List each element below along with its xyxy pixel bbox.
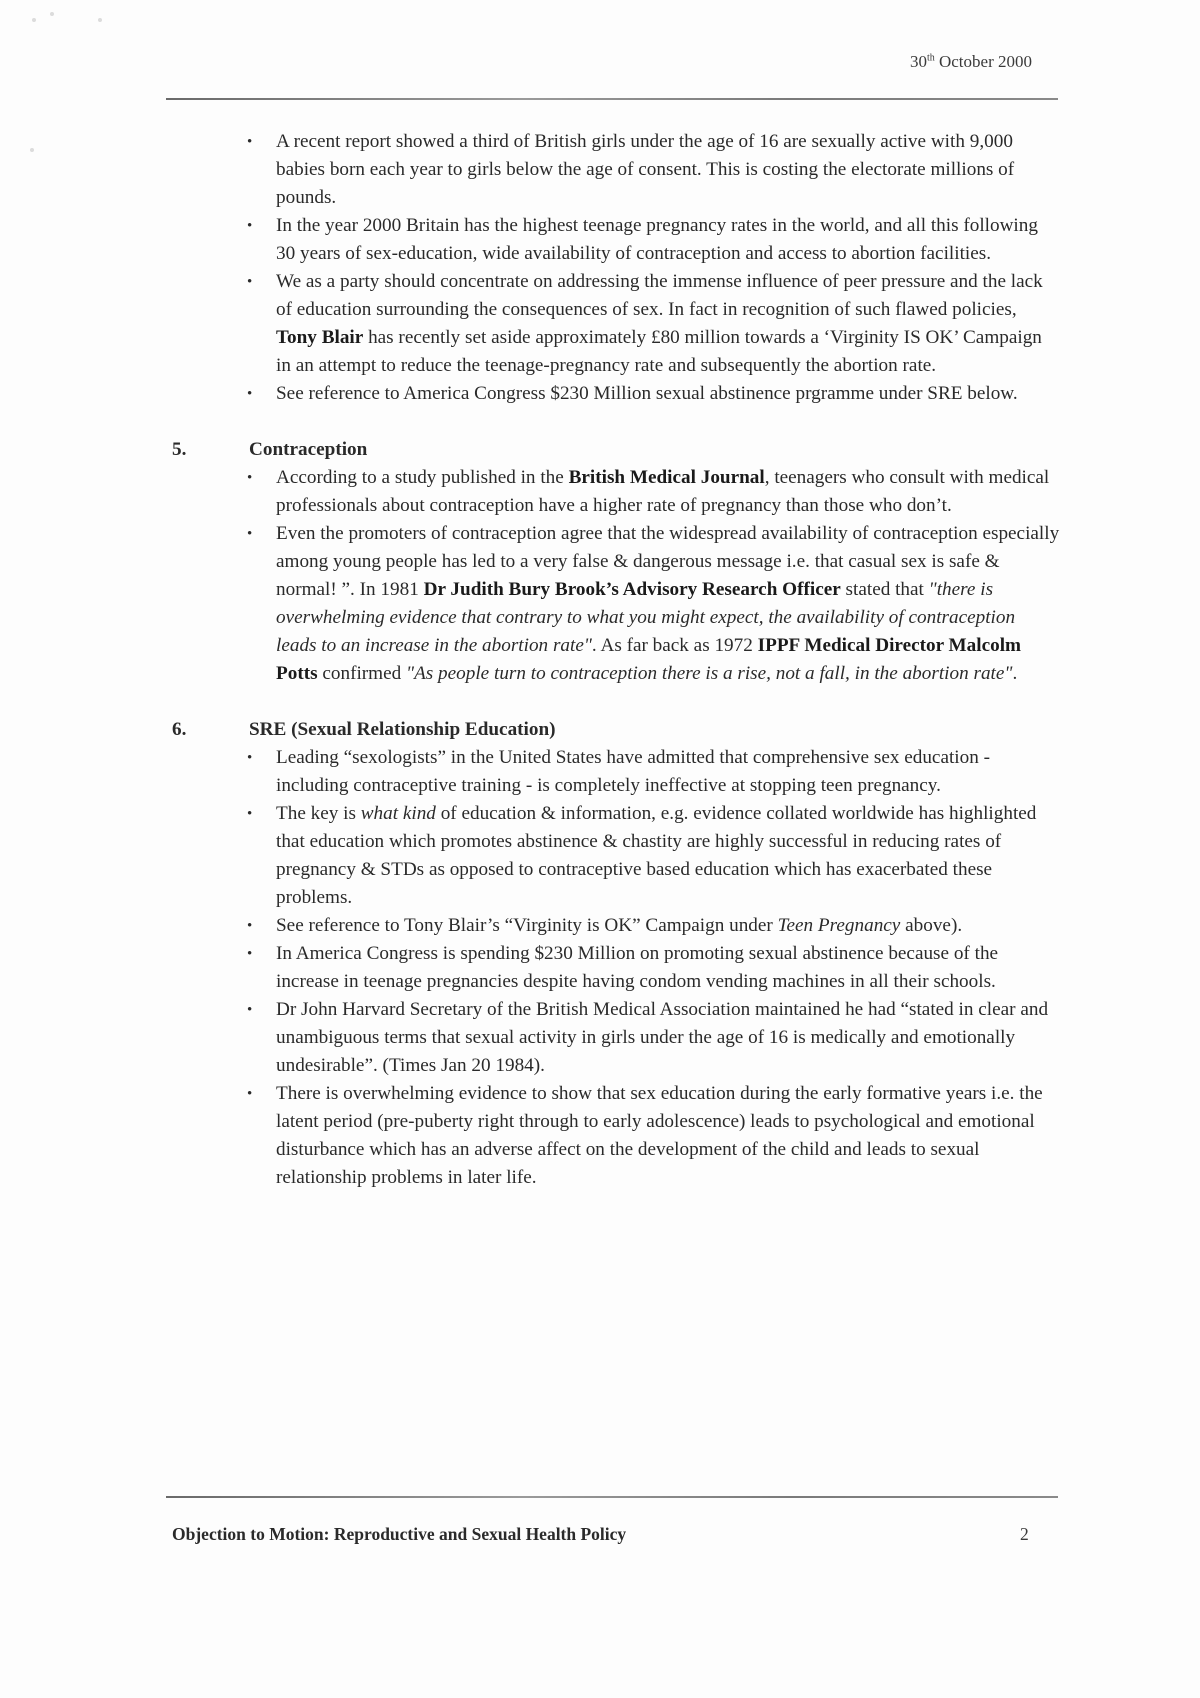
body-text: . As far back as 1972: [591, 635, 758, 656]
italic-quote: Teen Pregnancy: [777, 915, 901, 936]
bullet-icon: •: [247, 946, 253, 962]
bullet-item: [247, 128, 1060, 212]
bullet-item: [247, 940, 1060, 996]
bullet-item: [247, 744, 1060, 800]
intro-bullet-list: [170, 128, 1060, 408]
section-6: [170, 716, 1060, 1192]
body-text: In the year 2000 Britain has the highest teenage pregnancy rates in the world, and all this following 30 years of sex-education, wide availability of contraception and access to abortion facilities.: [276, 215, 1038, 264]
body-text: above).: [900, 915, 963, 936]
body-text: There is overwhelming evidence to show that sex education during the early formative years i.e. the latent period (pre-puberty right through to early adolescence) leads to psychological and emotional disturbance which has an adverse affect on the development of the child and leads to sexual relationship problems in later life.: [276, 1083, 1043, 1188]
body-text: In America Congress is spending $230 Million on promoting sexual abstinence because of the increase in teenage pregnancies despite having condom vending machines in all their schools.: [276, 943, 999, 992]
body-text: The key is: [276, 803, 361, 824]
body-text: See reference to Tony Blair’s “Virginity is OK” Campaign under: [276, 915, 778, 936]
italic-quote: "there is overwhelming evidence that contrary to what you might expect, the availability of contraception leads to an increase in the abortion rate": [276, 579, 1016, 656]
body-text: Even the promoters of contraception agree that the widespread availability of contraception especially among young people has led to a very false & dangerous message i.e. that casual sex is safe & normal! ”. In 1981: [276, 523, 1060, 600]
bullet-item: [247, 268, 1060, 380]
bold-text: IPPF Medical Director Malcolm Potts: [276, 635, 1022, 684]
section-bullet-list: [170, 744, 1060, 1192]
bullet-icon: •: [247, 386, 253, 402]
body-text: Leading “sexologists” in the United States have admitted that comprehensive sex education - including contraceptive training - is completely ineffective at stopping teen pregnancy.: [276, 747, 990, 796]
bullet-icon: •: [247, 918, 253, 934]
scan-specks: [24, 8, 114, 38]
body-text: See reference to America Congress $230 Million sexual abstinence prgramme under SRE below.: [276, 383, 1018, 404]
header-date: 30th October 2000: [909, 52, 1032, 71]
body-text: We as a party should concentrate on addressing the immense influence of peer pressure and the lack of education surrounding the consequences of sex. In fact in recognition of such flawed policies,: [276, 271, 1043, 320]
section-bullet-list: [170, 464, 1060, 688]
section-title: Contraception: [249, 439, 368, 460]
body-text: has recently set aside approximately £80 million towards a ‘Virginity IS OK’ Campaign in an attempt to reduce the teenage-pregnancy rate and subsequently the abortion rate.: [276, 327, 1042, 376]
bullet-item: [247, 800, 1060, 912]
bullet-icon: •: [247, 806, 253, 822]
body-text: A recent report showed a third of British girls under the age of 16 are sexually active with 9,000 babies born each year to girls below the age of consent. This is costing the electorate millions of pounds.: [276, 131, 1015, 208]
section-number: 6.: [172, 719, 187, 740]
body-text: confirmed: [317, 663, 407, 684]
bullet-icon: •: [247, 1086, 253, 1102]
header-rule: [166, 98, 1058, 100]
body-text: , teenagers who consult with medical professionals about contraception have a higher rate of pregnancy than those who don’t.: [276, 467, 1050, 516]
footer-rule: [166, 1496, 1058, 1498]
bullet-icon: •: [247, 750, 253, 766]
section-heading: [170, 716, 1060, 744]
section-title: SRE (Sexual Relationship Education): [249, 719, 556, 740]
section-number: 5.: [172, 439, 187, 460]
bold-text: British Medical Journal: [568, 467, 765, 488]
body-text: According to a study published in the: [276, 467, 569, 488]
body-text: of education & information, e.g. evidence collated worldwide has highlighted that education which promotes abstinence & chastity are highly successful in reducing rates of pregnancy & STDs as opposed to contraceptive based education which has exacerbated these problems.: [276, 803, 1037, 908]
section-heading: [170, 436, 1060, 464]
bullet-item: [247, 520, 1060, 688]
sections-container: [170, 436, 1060, 1192]
bullet-item: [247, 380, 1060, 408]
document-body: [170, 128, 1060, 1192]
bullet-icon: •: [247, 274, 253, 290]
page-number: 2: [1020, 1524, 1029, 1544]
bold-text: Tony Blair: [276, 327, 364, 348]
bullet-icon: •: [247, 470, 253, 486]
italic-quote: what kind: [360, 803, 436, 824]
bullet-item: [247, 212, 1060, 268]
bullet-item: [247, 912, 1060, 940]
bullet-item: [247, 464, 1060, 520]
body-text: stated that: [840, 579, 929, 600]
footer-title: Objection to Motion: Reproductive and Sexual Health Policy: [172, 1524, 627, 1544]
bold-text: Dr Judith Bury Brook’s Advisory Research Officer: [423, 579, 841, 600]
bullet-icon: •: [247, 526, 253, 542]
bullet-icon: •: [247, 134, 253, 150]
body-text: .: [1012, 663, 1018, 684]
bullet-icon: •: [247, 1002, 253, 1018]
section-5: [170, 436, 1060, 688]
bullet-item: [247, 1080, 1060, 1192]
bullet-icon: •: [247, 218, 253, 234]
italic-quote: "As people turn to contraception there is a rise, not a fall, in the abortion rate": [406, 663, 1013, 684]
bullet-item: [247, 996, 1060, 1080]
body-text: Dr John Harvard Secretary of the British Medical Association maintained he had “stated in clear and unambiguous terms that sexual activity in girls under the age of 16 is medically and emotionally undesirable”. (Times Jan 20 1984).: [276, 999, 1049, 1076]
